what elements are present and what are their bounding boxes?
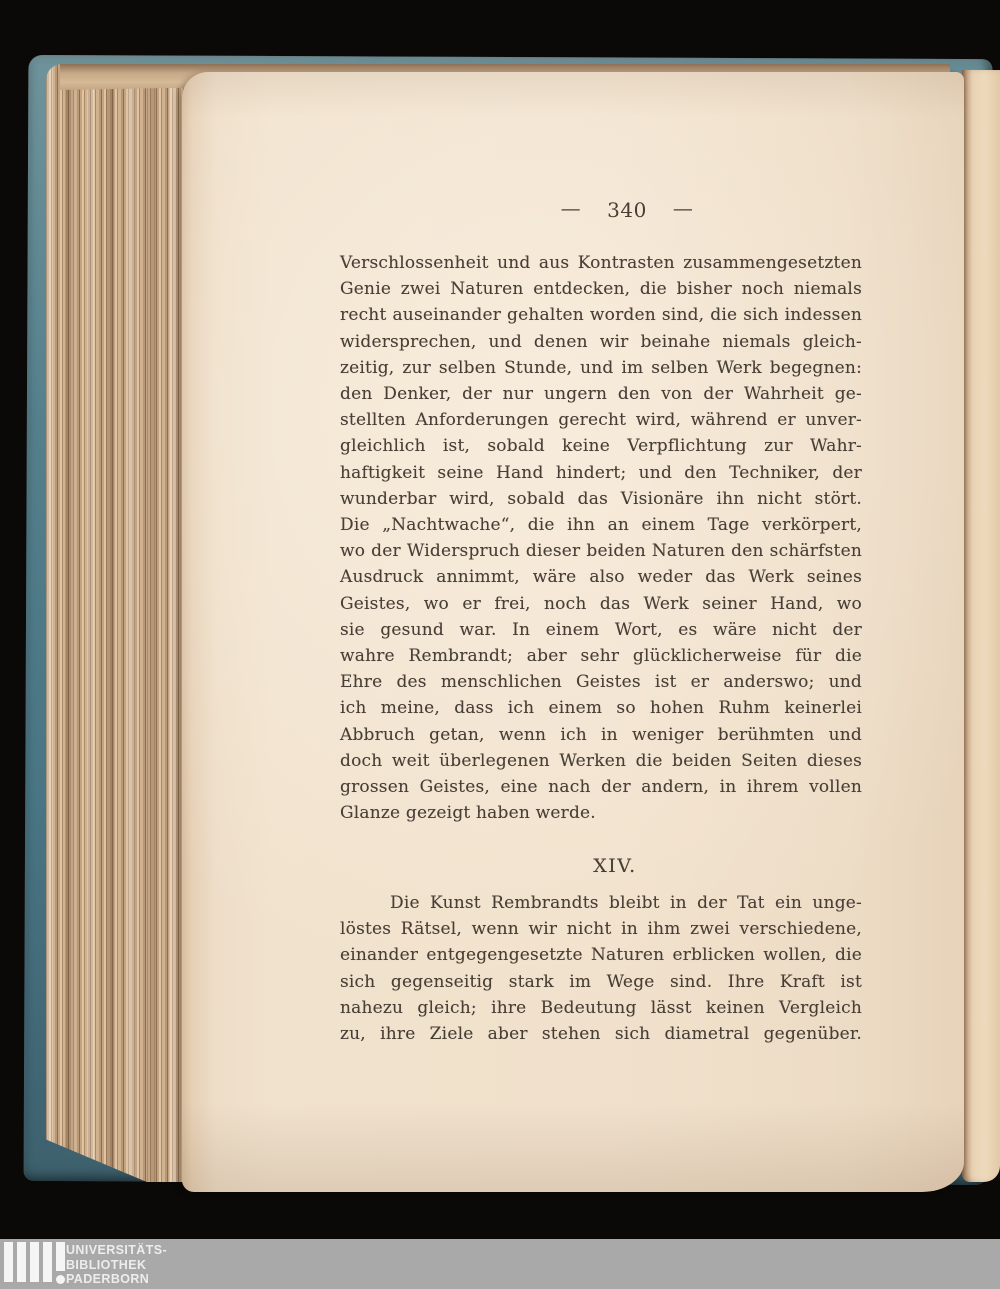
facing-page-edge	[962, 70, 1000, 1182]
text-line: Die „Nachtwache“, die ihn an einem Tage verkörpert,	[340, 515, 862, 536]
text-line: wunderbar wird, sobald das Visionäre ihn nicht stört.	[340, 488, 862, 509]
text-line: Ehre des menschlichen Geistes ist er anderswo; und	[340, 672, 862, 693]
text-line: sie gesund war. In einem Wort, es wäre nicht der	[340, 619, 862, 640]
text-line: den Denker, der nur ungern den von der Wahrheit ge-	[340, 384, 862, 405]
text-line: gleichlich ist, sobald keine Verpflichtung zur Wahr-	[340, 436, 862, 457]
university-library-logo-icon	[4, 1242, 65, 1284]
page-header	[340, 198, 888, 222]
header-rule-left: —	[560, 196, 582, 220]
text-line: haftigkeit seine Hand hindert; und den Techniker, der	[340, 462, 862, 483]
logo-bar	[17, 1242, 26, 1282]
text-line: zeitig, zur selben Stunde, und im selben Werk begegnen:	[340, 357, 862, 378]
text-line: wo der Widerspruch dieser beiden Naturen den schärfsten	[340, 541, 862, 562]
text-line: Abbruch getan, wenn ich in weniger berühmten und	[340, 724, 862, 745]
watermark-line: PADERBORN	[66, 1272, 150, 1286]
text-line: Die Kunst Rembrandts bleibt in der Tat ein unge-	[390, 893, 862, 913]
logo-bar	[4, 1242, 13, 1282]
page-number: 340	[607, 198, 647, 222]
text-line: Verschlossenheit und aus Kontrasten zusammengesetzten	[340, 253, 862, 273]
watermark-line: UNIVERSITÄTS-	[66, 1243, 168, 1257]
text-line: doch weit überlegenen Werken die beiden Seiten dieses	[340, 750, 862, 771]
paragraph-continuation	[340, 250, 862, 826]
page-fore-edges	[46, 64, 186, 1182]
text-line: nahezu gleich; ihre Bedeutung lässt keinen Vergleich	[340, 997, 862, 1018]
logo-exclamation-stem	[56, 1242, 65, 1271]
watermark-line: BIBLIOTHEK	[66, 1257, 147, 1272]
paragraph-section-xiv	[340, 890, 862, 1047]
logo-bar	[43, 1242, 52, 1282]
logo-exclamation	[56, 1242, 65, 1284]
text-line: stellten Anforderungen gerecht wird, während er unver-	[340, 410, 862, 431]
text-line: löstes Rätsel, wenn wir nicht in ihm zwei verschiedene,	[340, 919, 862, 940]
section-heading: XIV.	[593, 855, 637, 877]
logo-bar	[30, 1242, 39, 1282]
book-page	[182, 72, 964, 1192]
watermark-text	[66, 1243, 167, 1287]
text-line: Glanze gezeigt haben werde.	[340, 803, 596, 824]
text-line: einander entgegengesetzte Naturen erblicken wollen, die	[340, 945, 862, 966]
text-line: zu, ihre Ziele aber stehen sich diametral gegenüber.	[340, 1024, 862, 1045]
text-line: Genie zwei Naturen entdecken, die bisher noch niemals	[340, 279, 862, 300]
watermark-bar	[0, 1239, 1000, 1289]
text-line: Ausdruck annimmt, wäre also weder das Werk seines	[340, 567, 862, 588]
text-line: sich gegenseitig stark im Wege sind. Ihre Kraft ist	[340, 971, 862, 992]
text-line: recht auseinander gehalten worden sind, die sich indessen	[340, 305, 862, 326]
text-line: grossen Geistes, eine nach der andern, in ihrem vollen	[340, 777, 862, 798]
text-line: wahre Rembrandt; aber sehr glücklicherweise für die	[340, 646, 862, 667]
header-rule-right: —	[672, 196, 694, 220]
text-line: Geistes, wo er frei, noch das Werk seiner Hand, wo	[340, 593, 862, 614]
logo-exclamation-dot	[56, 1275, 65, 1284]
text-line: widersprechen, und denen wir beinahe niemals gleich-	[340, 331, 862, 352]
text-line: ich meine, dass ich einem so hohen Ruhm keinerlei	[340, 698, 862, 719]
